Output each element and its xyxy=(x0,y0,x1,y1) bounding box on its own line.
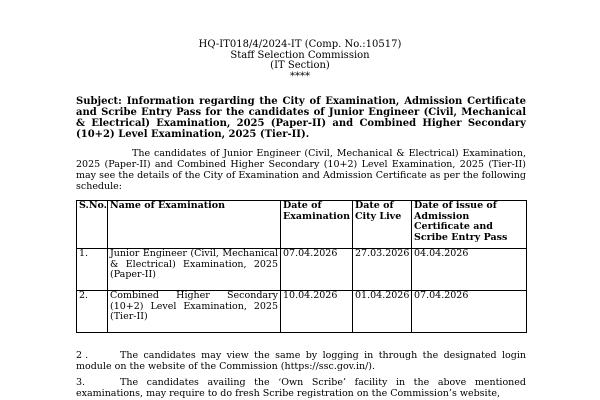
cell-sno: 1. xyxy=(77,249,108,291)
paragraph-3-number: 3. xyxy=(76,377,86,388)
intro-paragraph: The candidates of Junior Engineer (Civil, Mechanical & Electrical) Examination, 2025 (Paper-II) and Combined Higher Secondary (10+2) Level Examination, 2025 (Tier-II) may see the details of the City of Examination and Admission Certificate as per the following schedule: xyxy=(76,148,526,192)
col-header-exam-date: Date of Examination xyxy=(281,201,353,249)
cell-city-live: 01.04.2026 xyxy=(353,291,412,333)
col-header-exam-name: Name of Examination xyxy=(108,201,281,249)
cell-issue-date: 07.04.2026 xyxy=(412,291,527,333)
section-name: (IT Section) xyxy=(270,60,330,71)
cell-exam-name: Junior Engineer (Civil, Mechanical & Electrical) Examination, 2025 (Paper-II) xyxy=(108,249,281,291)
table-row xyxy=(77,291,527,333)
organization-name: Staff Selection Commission xyxy=(230,49,370,61)
schedule-table xyxy=(76,200,527,333)
cell-exam-date: 07.04.2026 xyxy=(281,249,353,291)
paragraph-2-number: 2 . xyxy=(76,350,89,361)
paragraph-3-text: The candidates availing the ‘Own Scribe’ facility in the above mentioned examinations, may require to do fresh Scribe registration on the Commission’s website, xyxy=(76,377,526,399)
col-header-issue-date: Date of issue of Admission Certificate and Scribe Entry Pass xyxy=(412,201,527,249)
notice-header xyxy=(0,40,600,82)
cell-city-live: 27.03.2026 xyxy=(353,249,412,291)
reference-number: HQ-IT018/4/2024-IT (Comp. No.:10517) xyxy=(198,39,402,50)
cell-sno: 2. xyxy=(77,291,108,333)
subject-line: Subject: Information regarding the City of Examination, Admission Certificate and Scribe Entry Pass for the candidates of Junior Engineer (Civil, Mechanical & Electrical) Examination, 2025 (Paper-II) and Combined Higher Secondary (10+2) Level Examination, 2025 (Tier-II). xyxy=(76,96,526,140)
table-row xyxy=(77,249,527,291)
paragraph-2 xyxy=(76,350,526,372)
paragraph-2-text: The candidates may view the same by logging in through the designated login module on the website of the Commission (https://ssc.gov.in/). xyxy=(76,350,526,372)
cell-exam-name: Combined Higher Secondary (10+2) Level Examination, 2025 (Tier-II) xyxy=(108,291,281,333)
header-stars: **** xyxy=(290,70,310,82)
table-header-row xyxy=(77,201,527,249)
cell-exam-date: 10.04.2026 xyxy=(281,291,353,333)
paragraph-3 xyxy=(76,377,526,399)
cell-issue-date: 04.04.2026 xyxy=(412,249,527,291)
col-header-city-live: Date of City Live xyxy=(353,201,412,249)
col-header-sno: S.No. xyxy=(77,201,108,249)
